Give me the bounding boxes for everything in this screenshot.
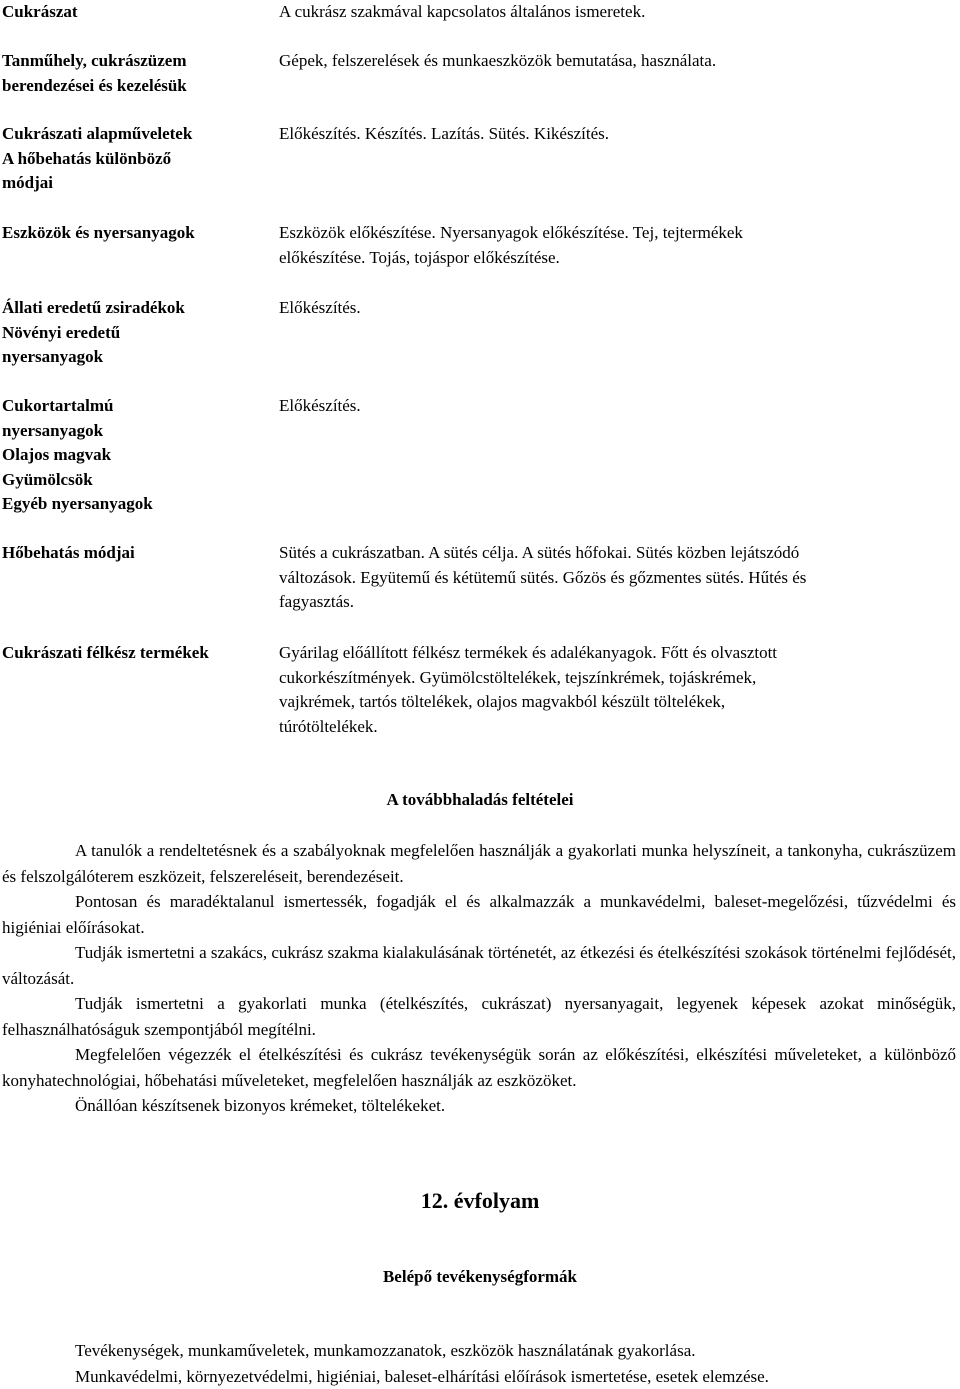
topic-title xyxy=(2,221,267,246)
paragraph: Tudják ismertetni a gyakorlati munka (ételkészítés, cukrászat) nyersanyagait, legyenek képesek azokat minőségük, felhasználhatóságuk szempontjából megítélni. xyxy=(2,994,956,1039)
progress-heading: A továbbhaladás feltételei xyxy=(386,790,574,809)
topic-content-line: változások. Együtemű és kétütemű sütés. Gőzös és gőzmentes sütés. Hűtés és xyxy=(279,567,807,587)
topic-content-line: A cukrász szakmával kapcsolatos általános ismeretek. xyxy=(279,2,646,21)
topic-title xyxy=(2,296,267,370)
topic-content xyxy=(279,221,919,270)
topic-title-line: Cukortartalmú xyxy=(2,396,114,415)
topic-content-line: Gyárilag előállított félkész termékek és adalékanyagok. Főtt és olvasztott xyxy=(279,643,778,662)
topic-content-line: fagyasztás. xyxy=(279,592,355,611)
topic-title-line: A hőbehatás különböző xyxy=(2,148,172,168)
topic-content-line: Előkészítés. xyxy=(279,396,361,415)
topic-title xyxy=(2,49,267,98)
topic-content xyxy=(279,0,919,25)
entry-heading: Belépő tevékenységformák xyxy=(382,1267,578,1286)
topic-title-line: Hőbehatás módjai xyxy=(2,543,135,562)
topic-title xyxy=(2,641,267,666)
topic-title-line: Cukrászat xyxy=(2,2,78,21)
year-title: 12. évfolyam xyxy=(420,1188,540,1213)
paragraph: A tanulók a rendeltetésnek és a szabályoknak megfelelően használják a gyakorlati munka helyszíneit, a tankonyha, cukrászüzem és felszolgálóterem eszközeit, felszereléseit, berendezéseit. xyxy=(2,841,956,886)
topic-title-line: nyersanyagok xyxy=(2,420,104,440)
topic-content-line: vajkrémek, tartós töltelékek, olajos magvakból készült töltelékek, xyxy=(279,692,726,711)
topic-content-line: előkészítése. Tojás, tojáspor előkészítése. xyxy=(279,247,560,267)
progress-paragraphs xyxy=(2,838,956,1119)
paragraph: Tudják ismertetni a szakács, cukrász szakma kialakulásának történetét, az étkezési és ételkészítési szokások történelmi fejlődését, változását. xyxy=(2,943,956,988)
paragraph: Pontosan és maradéktalanul ismertessék, fogadják el és alkalmazzák a munkavédelmi, baleset-megelőzési, tűzvédelmi és higiéniai előírásokat. xyxy=(2,892,956,937)
topic-title-line: Növényi eredetű xyxy=(2,322,121,342)
topic-content xyxy=(279,49,919,74)
topic-content-line: Előkészítés. Készítés. Lazítás. Sütés. Kikészítés. xyxy=(279,124,609,143)
topic-content xyxy=(279,122,919,147)
topic-content-line: cukorkészítmények. Gyümölcstöltelékek, tejszínkrémek, tojáskrémek, xyxy=(279,667,757,687)
topic-content-line: túrótöltelékek. xyxy=(279,716,378,736)
topic-title xyxy=(2,122,267,196)
topic-title-line: nyersanyagok xyxy=(2,347,104,366)
topic-title-line: módjai xyxy=(2,173,53,192)
entry-line: Munkavédelmi, környezetvédelmi, higiéniai, baleset-elhárítási előírások ismertetése, esetek elemzése. xyxy=(75,1366,769,1386)
topic-content xyxy=(279,296,919,321)
topic-title-line: Cukrászati félkész termékek xyxy=(2,643,209,662)
topic-content-line: Eszközök előkészítése. Nyersanyagok előkészítése. Tej, tejtermékek xyxy=(279,223,743,242)
paragraph: Megfelelően végezzék el ételkészítési és cukrász tevékenységük során az előkészítési, elkészítési műveleteket, a különböző konyhatechnológiai, hőbehatási műveleteket, megfelelően használják az eszközöket. xyxy=(2,1045,956,1090)
topic-title xyxy=(2,0,267,25)
topic-content-line: Sütés a cukrászatban. A sütés célja. A sütés hőfokai. Sütés közben lejátszódó xyxy=(279,543,800,562)
entry-list xyxy=(75,1338,955,1389)
topic-title-line: Tanműhely, cukrászüzem xyxy=(2,51,187,70)
topic-title-line: berendezései és kezelésük xyxy=(2,75,187,95)
topic-title-line: Gyümölcsök xyxy=(2,469,93,489)
topic-title-line: Olajos magvak xyxy=(2,445,112,464)
topic-content xyxy=(279,541,919,615)
topic-content-line: Gépek, felszerelések és munkaeszközök bemutatása, használata. xyxy=(279,51,717,70)
topic-title xyxy=(2,394,267,517)
topic-title-line: Cukrászati alapműveletek xyxy=(2,124,193,143)
topic-content xyxy=(279,394,919,419)
topic-title-line: Egyéb nyersanyagok xyxy=(2,494,153,513)
topic-title-line: Állati eredetű zsiradékok xyxy=(2,298,185,317)
paragraph: Önállóan készítsenek bizonyos krémeket, töltelékeket. xyxy=(75,1096,446,1115)
topic-content xyxy=(279,641,919,739)
topic-title xyxy=(2,541,267,566)
topic-title-line: Eszközök és nyersanyagok xyxy=(2,223,195,242)
topic-content-line: Előkészítés. xyxy=(279,298,361,317)
entry-line: Tevékenységek, munkaműveletek, munkamozzanatok, eszközök használatának gyakorlása. xyxy=(75,1341,696,1360)
